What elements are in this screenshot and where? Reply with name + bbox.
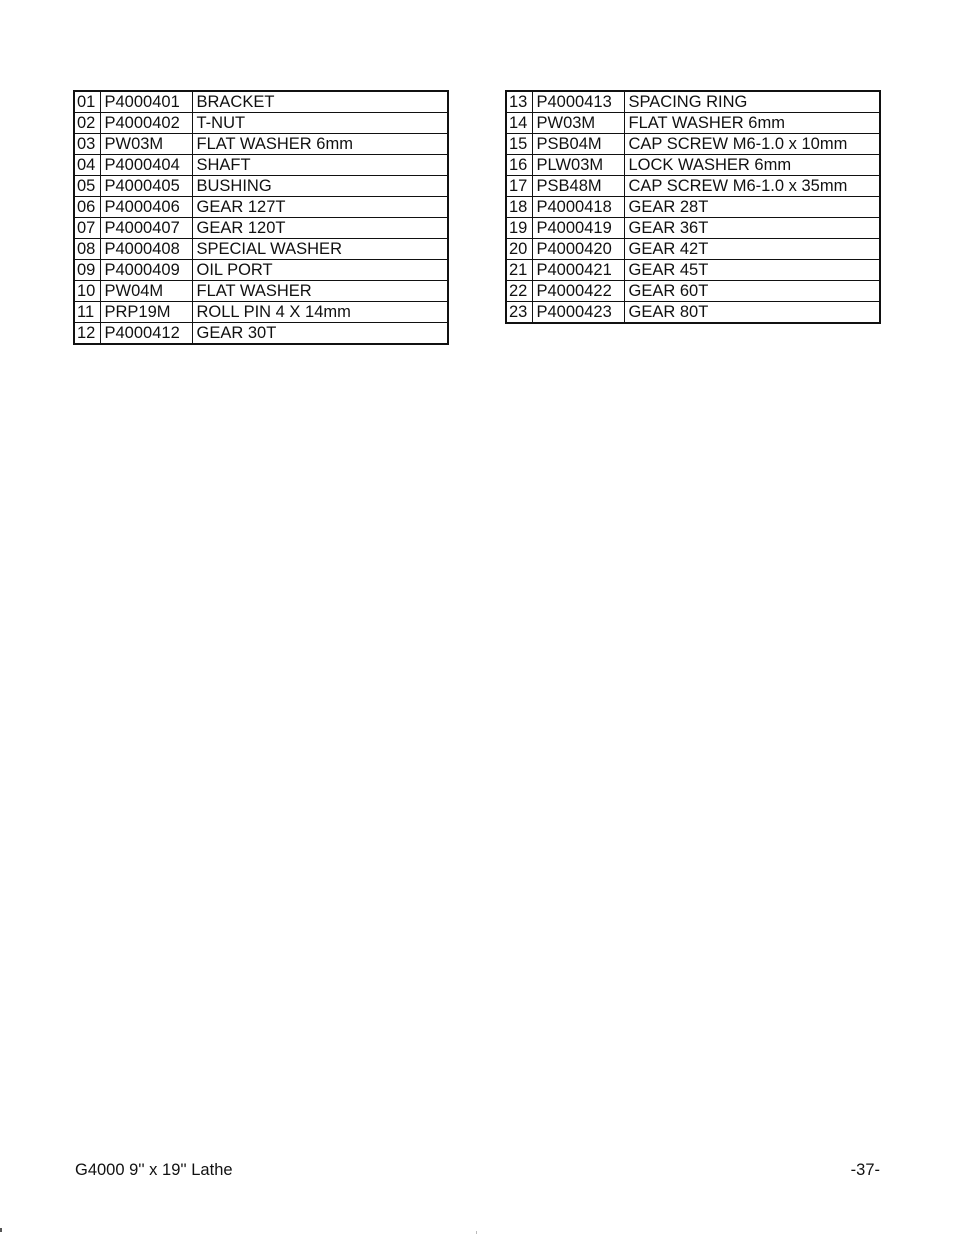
- scan-artifact: [476, 1231, 477, 1234]
- part-number: PSB48M: [532, 176, 624, 197]
- part-description: FLAT WASHER 6mm: [624, 113, 880, 134]
- ref-number: 21: [506, 260, 532, 281]
- parts-table-left: [73, 90, 449, 345]
- ref-number: 08: [74, 239, 100, 260]
- table-row: [74, 239, 448, 260]
- part-number: PRP19M: [100, 302, 192, 323]
- part-description: SPECIAL WASHER: [192, 239, 448, 260]
- part-description: GEAR 127T: [192, 197, 448, 218]
- part-description: GEAR 36T: [624, 218, 880, 239]
- table-row: [506, 197, 880, 218]
- footer-page-number: -37-: [850, 1161, 880, 1179]
- part-description: SHAFT: [192, 155, 448, 176]
- ref-number: 16: [506, 155, 532, 176]
- table-row: [506, 91, 880, 113]
- part-description: T-NUT: [192, 113, 448, 134]
- part-description: BUSHING: [192, 176, 448, 197]
- part-number: P4000419: [532, 218, 624, 239]
- part-number: PSB04M: [532, 134, 624, 155]
- table-row: [74, 155, 448, 176]
- ref-number: 04: [74, 155, 100, 176]
- table-row: [74, 323, 448, 345]
- ref-number: 23: [506, 302, 532, 324]
- table-row: [506, 260, 880, 281]
- parts-table-right: [505, 90, 881, 324]
- part-description: SPACING RING: [624, 91, 880, 113]
- part-description: GEAR 120T: [192, 218, 448, 239]
- table-row: [74, 197, 448, 218]
- part-number: P4000406: [100, 197, 192, 218]
- ref-number: 01: [74, 91, 100, 113]
- part-description: GEAR 60T: [624, 281, 880, 302]
- part-description: GEAR 30T: [192, 323, 448, 345]
- part-description: FLAT WASHER: [192, 281, 448, 302]
- part-number: P4000404: [100, 155, 192, 176]
- table-row: [506, 155, 880, 176]
- ref-number: 05: [74, 176, 100, 197]
- part-number: P4000409: [100, 260, 192, 281]
- part-number: P4000418: [532, 197, 624, 218]
- part-number: P4000412: [100, 323, 192, 345]
- part-description: GEAR 45T: [624, 260, 880, 281]
- table-row: [506, 302, 880, 324]
- part-description: GEAR 42T: [624, 239, 880, 260]
- ref-number: 15: [506, 134, 532, 155]
- ref-number: 03: [74, 134, 100, 155]
- scan-artifact: [0, 1228, 2, 1232]
- part-number: P4000407: [100, 218, 192, 239]
- part-number: P4000423: [532, 302, 624, 324]
- part-number: P4000422: [532, 281, 624, 302]
- part-description: CAP SCREW M6-1.0 x 35mm: [624, 176, 880, 197]
- table-row: [74, 176, 448, 197]
- table-row: [74, 113, 448, 134]
- ref-number: 11: [74, 302, 100, 323]
- part-number: P4000401: [100, 91, 192, 113]
- footer-model-name: G4000 9'' x 19'' Lathe: [75, 1161, 233, 1179]
- part-number: PLW03M: [532, 155, 624, 176]
- part-number: PW04M: [100, 281, 192, 302]
- ref-number: 19: [506, 218, 532, 239]
- part-description: GEAR 28T: [624, 197, 880, 218]
- ref-number: 12: [74, 323, 100, 345]
- table-row: [74, 134, 448, 155]
- part-number: P4000420: [532, 239, 624, 260]
- part-description: ROLL PIN 4 X 14mm: [192, 302, 448, 323]
- part-number: P4000408: [100, 239, 192, 260]
- ref-number: 17: [506, 176, 532, 197]
- table-row: [506, 176, 880, 197]
- table-row: [74, 91, 448, 113]
- part-number: P4000421: [532, 260, 624, 281]
- table-row: [506, 281, 880, 302]
- table-row: [506, 113, 880, 134]
- table-row: [506, 239, 880, 260]
- ref-number: 13: [506, 91, 532, 113]
- table-row: [74, 218, 448, 239]
- ref-number: 07: [74, 218, 100, 239]
- ref-number: 09: [74, 260, 100, 281]
- part-number: PW03M: [100, 134, 192, 155]
- ref-number: 10: [74, 281, 100, 302]
- part-number: P4000413: [532, 91, 624, 113]
- part-description: FLAT WASHER 6mm: [192, 134, 448, 155]
- part-description: BRACKET: [192, 91, 448, 113]
- part-description: LOCK WASHER 6mm: [624, 155, 880, 176]
- table-row: [74, 302, 448, 323]
- ref-number: 22: [506, 281, 532, 302]
- part-number: P4000402: [100, 113, 192, 134]
- table-row: [74, 260, 448, 281]
- part-number: P4000405: [100, 176, 192, 197]
- ref-number: 14: [506, 113, 532, 134]
- part-description: GEAR 80T: [624, 302, 880, 324]
- table-row: [506, 218, 880, 239]
- part-number: PW03M: [532, 113, 624, 134]
- ref-number: 06: [74, 197, 100, 218]
- part-description: CAP SCREW M6-1.0 x 10mm: [624, 134, 880, 155]
- table-row: [74, 281, 448, 302]
- table-row: [506, 134, 880, 155]
- ref-number: 18: [506, 197, 532, 218]
- ref-number: 02: [74, 113, 100, 134]
- parts-table-right-body: [506, 91, 880, 323]
- parts-table-left-body: [74, 91, 448, 344]
- ref-number: 20: [506, 239, 532, 260]
- part-description: OIL PORT: [192, 260, 448, 281]
